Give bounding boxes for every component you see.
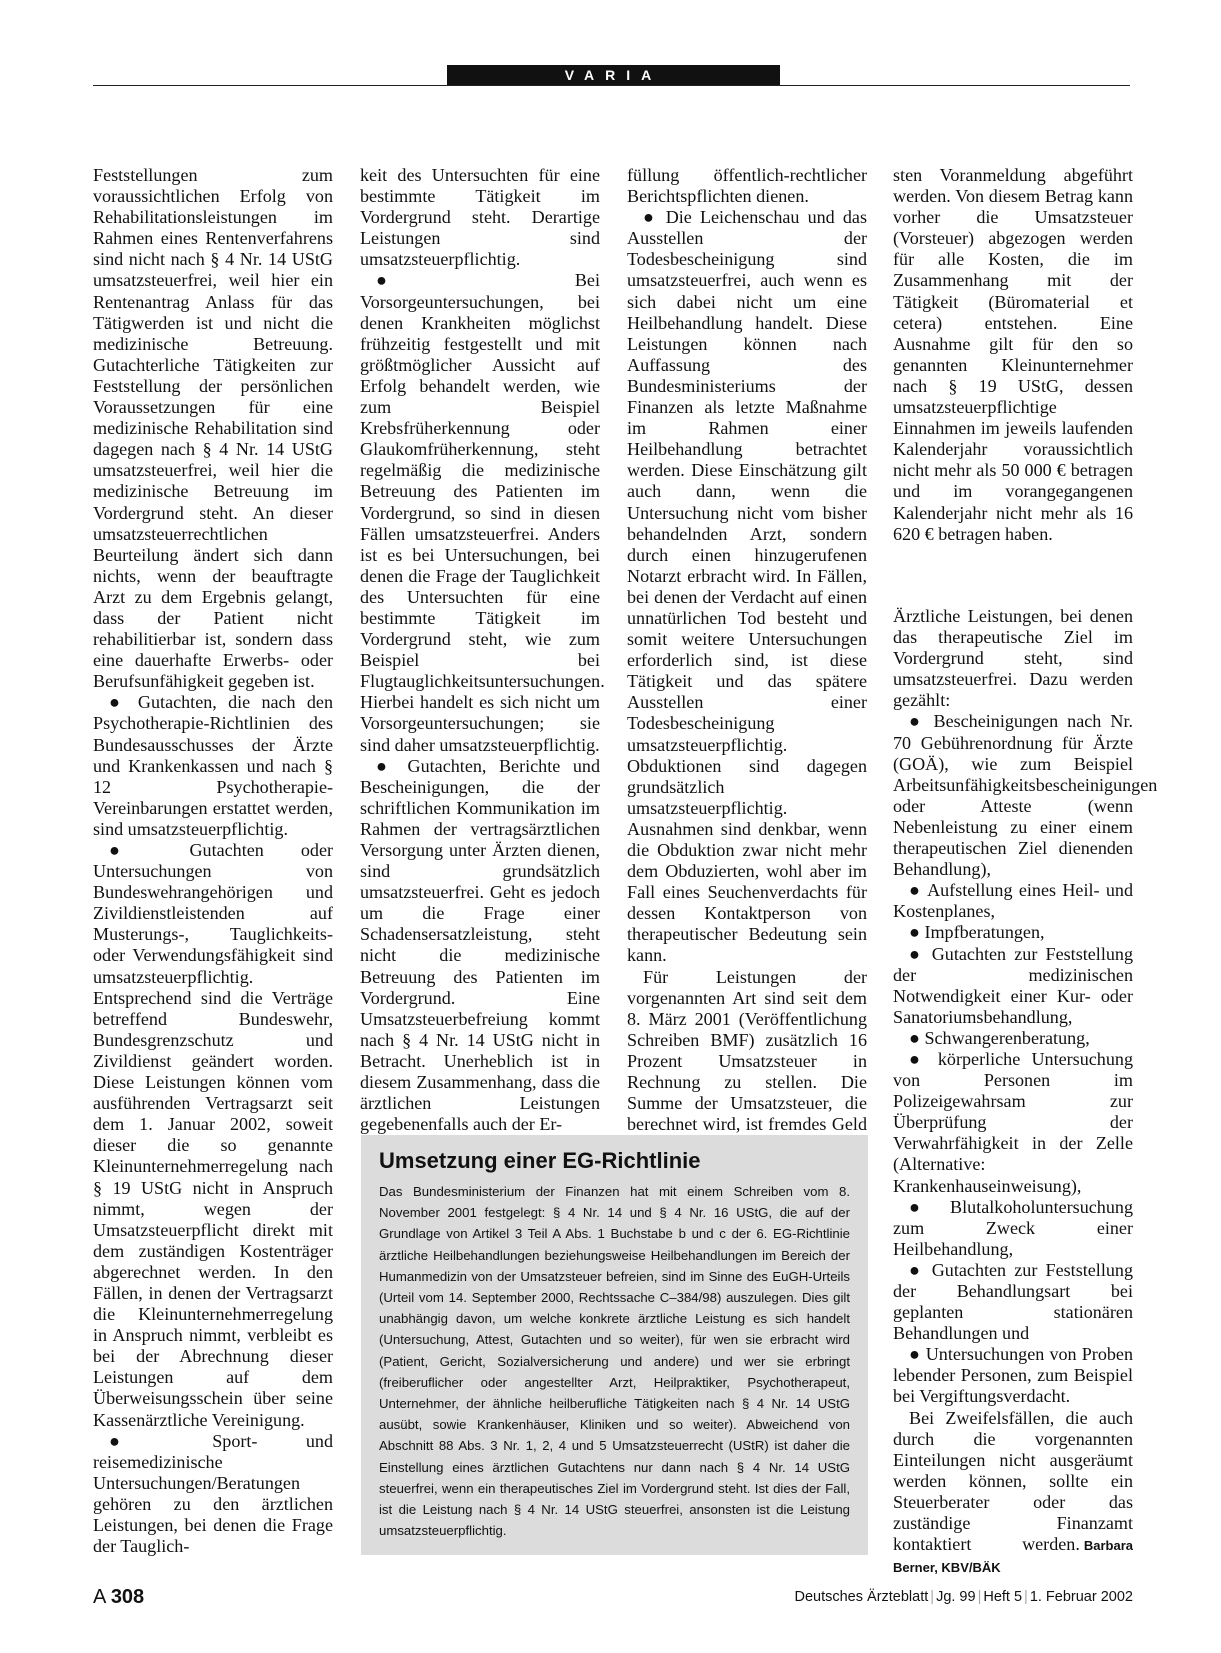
article-column-3 — [627, 165, 867, 1156]
paragraph: Für Leistungen der vorgenannten Art sind seit dem 8. März 2001 (Veröffentlichung Schreiben BMF) zusätzlich 16 Prozent Umsatzsteuer in Rechnung zu stellen. Die Summe der Umsatzsteuer, die berechnet wird, ist fremdes Geld — [627, 966, 867, 1135]
separator: | — [930, 1589, 935, 1605]
info-box-body: Das Bundesministerium der Finanzen hat mit einem Schreiben vom 8. November 2001 festgelegt: § 4 Nr. 14 und § 4 Nr. 16 UStG, die auf der Grundlage von Artikel 3 Teil A Abs. 1 Buchstabe b und c der 6. EG-Richtlinie ärztliche Heilbehandlungen beziehungsweise Heilbehandlungen im Bereich der Humanmedizin von der Umsatzsteuer befreien, sind im Sinne des EuGH-Urteils (Urteil vom 14. September 2000, Rechtssache C–384/98) auszulegen. Dies gilt unabhängig davon, um welche konkrete ärztliche Leistung es sich handelt (Untersuchung, Attest, Gutachten und so weiter), für wen sie erbracht wird (Patient, Gericht, Sozialversicherung und andere) und wer sie erbringt (freiberuflicher oder angestellter Arzt, Heilpraktiker, Psychotherapeut, Unternehmer, der ähnliche heilberufliche Tätigkeiten nach § 4 Nr. 14 UStG ausübt, sowie Krankenhäuser, Kliniken und so weiter). Abweichend von Abschnitt 88 Abs. 3 Nr. 1, 2, 4 und 5 Umsatzsteuerrecht (UStR) ist daher die Einstellung eines ärztlichen Gutachtens nur dann nach § 4 Nr. 14 UStG steuerfrei, wenn ein therapeutisches Ziel im Vordergrund steht. Ist dies der Fall, ist die Leistung nach § 4 Nr. 14 UStG steuerfrei, ansonsten ist die Leistung umsatzsteuerpflichtig. — [379, 1184, 850, 1539]
list-item: ● körperliche Untersuchung von Personen im Polizeigewahrsam zur Überprüfung der Verwahrfähigkeit in der Zelle (Alternative: Krankenhauseinweisung), — [893, 1048, 1133, 1196]
journal-citation — [794, 1587, 1133, 1607]
journal-issue: Heft 5 — [983, 1589, 1023, 1605]
paragraph: Ärztliche Leistungen, bei denen das therapeutische Ziel im Vordergrund steht, sind umsatzsteuerfrei. Dazu werden gezählt: — [893, 606, 1133, 711]
paragraph: füllung öffentlich-rechtlicher Berichtspflichten dienen. — [627, 165, 867, 207]
bullet-paragraph: ● Gutachten oder Untersuchungen von Bundeswehrangehörigen und Zivildienstleistenden auf Musterungs-, Tauglichkeits- oder Verwendungsfähigkeit sind umsatzsteuerpflichtig. Entsprechend sind die Verträge betreffend Bundeswehr, Bundesgrenzschutz und Zivildienst geändert worden. Diese Leistungen können vom ausführenden Vertragsarzt seit dem 1. Januar 2002, soweit dieser die so genannte Kleinunternehmerregelung nach § 19 UStG nicht in Anspruch nimmt, wegen der Umsatzsteuerpflicht direkt mit dem zuständigen Kostenträger abgerechnet werden. In den Fällen, in denen der Vertragsarzt die Kleinunternehmerregelung in Anspruch nimmt, verbleibt es bei der Abrechnung dieser Leistungen auf dem Überweisungsschein über seine Kassenärztliche Vereinigung. — [93, 840, 333, 1430]
list-item: ● Gutachten zur Feststellung der medizinischen Notwendigkeit einer Kur- oder Sanatoriumsbehandlung, — [893, 943, 1133, 1027]
closing-text: Bei Zweifelsfällen, die auch durch die vorgenannten Einteilungen nicht ausgeräumt werden können, sollte ein Steuerberater oder das zuständige Finanzamt kontaktiert werden. — [893, 1407, 1133, 1555]
list-item: ● Bescheinigungen nach Nr. 70 Gebührenordnung für Ärzte (GOÄ), wie zum Beispiel Arbeitsunfähigkeitsbescheinigungen oder Atteste (wenn Nebenleistung zu einer einem therapeutischen Ziel dienenden Behandlung), — [893, 711, 1158, 880]
list-item: ● Aufstellung eines Heil- und Kostenplanes, — [893, 880, 1133, 922]
article-column-1 — [93, 165, 333, 1557]
paragraph: sten Voranmeldung abgeführt werden. Von diesem Betrag kann vorher die Umsatzsteuer (Vorsteuer) abgezogen werden für alle Kosten, die im Zusammenhang mit der Tätigkeit (Büromaterial et cetera) entstehen. Eine Ausnahme gilt für den so genannten Kleinunternehmer nach § 19 UStG, dessen umsatzsteuerpflichtige Einnahmen im jeweils laufenden Kalenderjahr voraussichtlich nicht mehr als 50 000 € betragen und im vorangegangenen Kalenderjahr nicht mehr als 16 620 € betragen haben. — [893, 165, 1133, 544]
separator: | — [977, 1589, 982, 1605]
header-rule — [93, 85, 1130, 86]
bullet-paragraph: ● Sport- und reisemedizinische Untersuchungen/Beratungen gehören zu den ärztlichen Leistungen, bei denen die Frage der Tauglich- — [93, 1430, 333, 1557]
bullet-paragraph: ● Bei Vorsorgeuntersuchungen, bei denen Krankheiten möglichst frühzeitig festgestellt und mit größtmöglicher Aussicht auf Erfolg behandelt werden, wie zum Beispiel Krebsfrüherkennung oder Glaukomfrüherkennung, steht regelmäßig die medizinische Betreuung des Patienten im Vordergrund, so sind in diesen Fällen umsatzsteuerfrei. Anders ist es bei Untersuchungen, bei denen die Frage der Tauglichkeit des Untersuchten für eine bestimmte Tätigkeit im Vordergrund steht, wie zum Beispiel bei Flugtauglichkeitsuntersuchungen. Hierbei handelt es sich nicht um Vorsorgeuntersuchungen; sie sind daher umsatzsteuerpflichtig. — [360, 270, 605, 755]
author-signature: Barbara Berner, KBV/BÄK — [893, 1538, 1133, 1576]
article-column-4-bottom — [893, 606, 1158, 1578]
list-item: ● Untersuchungen von Proben lebender Personen, zum Beispiel bei Vergiftungsverdacht. — [893, 1344, 1133, 1407]
separator: | — [1024, 1589, 1028, 1605]
list-item: ● Impfberatungen, — [909, 922, 1045, 943]
list-item: ● Gutachten zur Feststellung der Behandlungsart bei geplanten stationären Behandlungen und — [893, 1259, 1133, 1344]
list-item: ● Schwangerenberatung, — [909, 1027, 1090, 1048]
bullet-paragraph: ● Gutachten, die nach den Psychotherapie-Richtlinien des Bundesausschusses der Ärzte und Krankenkassen und nach § 12 Psychotherapie-Vereinbarungen erstattet werden, sind umsatzsteuerpflichtig. — [93, 692, 333, 839]
journal-date: 1. Februar 2002 — [1029, 1589, 1133, 1605]
bullet-paragraph: ● Gutachten, Berichte und Bescheinigungen, die der schriftlichen Kommunikation im Rahmen der vertragsärztlichen Versorgung unter Ärzten dienen, sind grundsätzlich umsatzsteuerfrei. Geht es jedoch um die Frage einer Schadensersatzleistung, steht nicht die medizinische Betreuung des Patienten im Vordergrund. Eine Umsatzsteuerbefreiung kommt nach § 4 Nr. 14 UStG nicht in Betracht. Unerheblich ist in diesem Zusammenhang, dass die ärztlichen Leistungen gegebenenfalls auch der Er- — [360, 755, 600, 1135]
page-number-value: 308 — [110, 1586, 145, 1608]
journal-name: Deutsches Ärzteblatt — [794, 1589, 929, 1605]
list-item: ● Blutalkoholuntersuchung zum Zweck einer Heilbehandlung, — [893, 1196, 1133, 1259]
closing-paragraph — [893, 1408, 1133, 1579]
article-column-4-top — [893, 165, 1133, 545]
page-number — [93, 1585, 144, 1609]
section-label: VARIA — [447, 65, 780, 85]
info-box — [361, 1135, 868, 1555]
journal-volume: Jg. 99 — [936, 1589, 976, 1605]
article-column-2 — [360, 165, 605, 1135]
page-prefix: A — [93, 1586, 106, 1608]
paragraph: keit des Untersuchten für eine bestimmte Tätigkeit im Vordergrund steht. Derartige Leistungen sind umsatzsteuerpflichtig. — [360, 165, 600, 270]
bullet-paragraph: ● Die Leichenschau und das Ausstellen der Todesbescheinigung sind umsatzsteuerfrei, auch wenn es sich dabei nicht um eine Heilbehandlung handelt. Diese Leistungen können nach Auffassung des Bundesministeriums der Finanzen als letzte Maßnahme im Rahmen einer Heilbehandlung betrachtet werden. Diese Einschätzung gilt auch dann, wenn die Untersuchung nicht vom bisher behandelnden Arzt, sondern durch einen hinzugerufenen Notarzt erbracht wird. In Fällen, bei denen der Verdacht auf einen unnatürlichen Tod besteht und somit weitere Untersuchungen erforderlich sind, ist diese Tätigkeit und das spätere Ausstellen einer Todesbescheinigung umsatzsteuerpflichtig. Obduktionen sind dagegen grundsätzlich umsatzsteuerpflichtig. Ausnahmen sind denkbar, wenn die Obduktion zwar nicht mehr dem Obduzierten, wohl aber im Fall eines Seuchenverdachts für dessen Kontaktperson von therapeutischer Bedeutung sein kann. — [627, 207, 867, 966]
paragraph: Feststellungen zum voraussichtlichen Erfolg von Rehabilitationsleistungen im Rahmen eines Rentenverfahrens sind nicht nach § 4 Nr. 14 UStG umsatzsteuerfrei, weil hier ein Rentenantrag Anlass für das Tätigwerden ist und nicht die medizinische Betreuung. Gutachterliche Tätigkeiten zur Feststellung der persönlichen Voraussetzungen für eine medizinische Rehabilitation sind dagegen nach § 4 Nr. 14 UStG umsatzsteuerfrei, weil hier die medizinische Betreuung im Vordergrund steht. An dieser umsatzsteuerrechtlichen Beurteilung ändert sich dann nichts, wenn der beauftragte Arzt zu dem Ergebnis gelangt, dass der Patient nicht rehabilitierbar ist, sondern dass eine dauerhafte Erwerbs- oder Berufsunfähigkeit gegeben ist. — [93, 165, 333, 692]
info-box-title: Umsetzung einer EG-Richtlinie — [379, 1148, 701, 1173]
